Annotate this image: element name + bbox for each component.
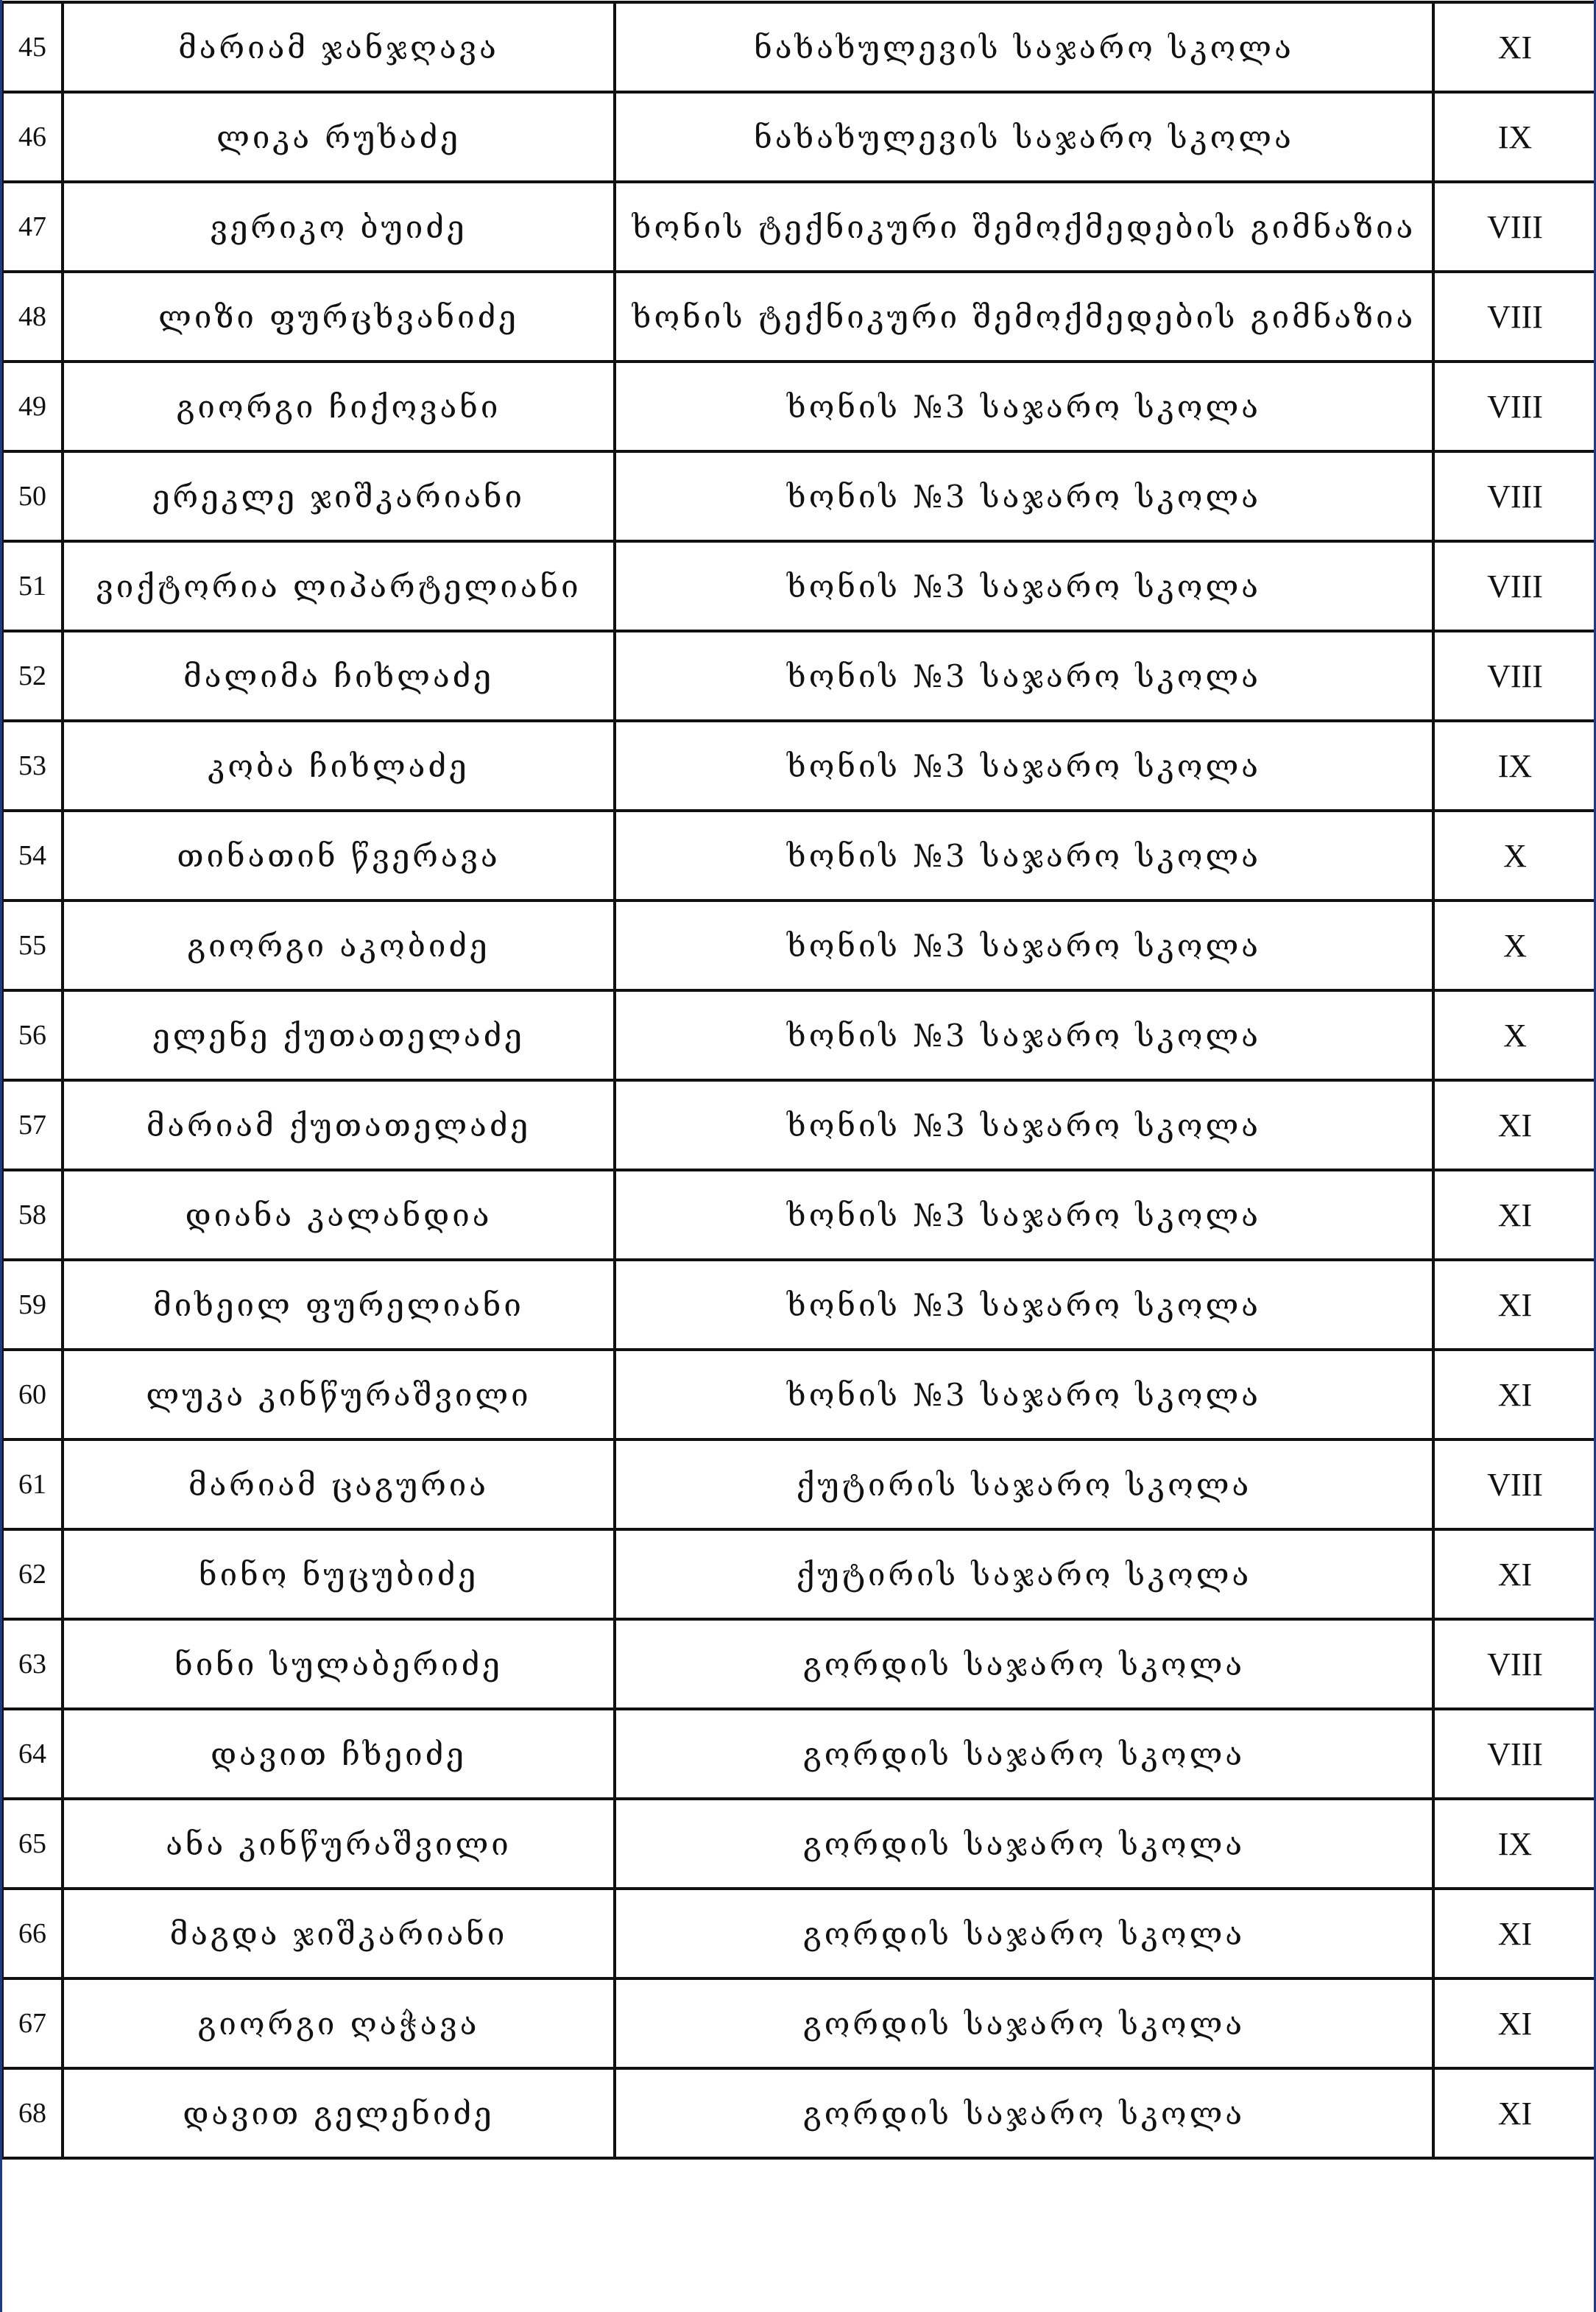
grade-cell: IX	[1433, 721, 1596, 811]
school-name-cell: ნახახულევის საჯარო სკოლა	[615, 92, 1433, 182]
student-name-cell: ლუკა კინწურაშვილი	[63, 1350, 615, 1439]
table-row	[2, 1529, 1596, 1619]
table-row	[2, 92, 1596, 182]
student-name-cell: ვიქტორია ლიპარტელიანი	[63, 541, 615, 631]
school-name-cell: ხონის №3 საჯარო სკოლა	[615, 1260, 1433, 1350]
row-number-cell: 59	[2, 1260, 63, 1350]
row-number-cell: 48	[2, 272, 63, 362]
row-number-cell: 51	[2, 541, 63, 631]
row-number-cell: 55	[2, 901, 63, 990]
table-row	[2, 1439, 1596, 1529]
grade-cell: XI	[1433, 2, 1596, 92]
table-row	[2, 362, 1596, 451]
row-number-cell: 66	[2, 1889, 63, 1978]
row-number-cell: 47	[2, 182, 63, 272]
row-number-cell: 62	[2, 1529, 63, 1619]
row-number-cell: 60	[2, 1350, 63, 1439]
school-name-cell: ხონის ტექნიკური შემოქმედების გიმნაზია	[615, 272, 1433, 362]
table-row	[2, 1260, 1596, 1350]
table-row	[2, 541, 1596, 631]
grade-cell: XI	[1433, 2068, 1596, 2158]
row-number-cell: 54	[2, 811, 63, 901]
school-name-cell: გორდის საჯარო სკოლა	[615, 1799, 1433, 1889]
student-name-cell: დავით გელენიძე	[63, 2068, 615, 2158]
school-name-cell: ხონის №3 საჯარო სკოლა	[615, 451, 1433, 541]
grade-cell: VIII	[1433, 182, 1596, 272]
school-name-cell: ხონის №3 საჯარო სკოლა	[615, 362, 1433, 451]
grade-cell: IX	[1433, 92, 1596, 182]
school-name-cell: გორდის საჯარო სკოლა	[615, 1889, 1433, 1978]
school-name-cell: გორდის საჯარო სკოლა	[615, 2068, 1433, 2158]
row-number-cell: 57	[2, 1080, 63, 1170]
table-row	[2, 1799, 1596, 1889]
grade-cell: VIII	[1433, 362, 1596, 451]
school-name-cell: გორდის საჯარო სკოლა	[615, 1978, 1433, 2068]
row-number-cell: 61	[2, 1439, 63, 1529]
student-name-cell: ვერიკო ბუიძე	[63, 182, 615, 272]
page-edge-left	[0, 0, 2, 2312]
grade-cell: X	[1433, 811, 1596, 901]
row-number-cell: 50	[2, 451, 63, 541]
school-name-cell: ხონის №3 საჯარო სკოლა	[615, 901, 1433, 990]
school-name-cell: ხონის №3 საჯარო სკოლა	[615, 1350, 1433, 1439]
table-row	[2, 721, 1596, 811]
student-name-cell: ელენე ქუთათელაძე	[63, 990, 615, 1080]
row-number-cell: 68	[2, 2068, 63, 2158]
student-name-cell: ლიზი ფურცხვანიძე	[63, 272, 615, 362]
row-number-cell: 65	[2, 1799, 63, 1889]
student-name-cell: ნინი სულაბერიძე	[63, 1619, 615, 1709]
student-name-cell: მარიამ ქუთათელაძე	[63, 1080, 615, 1170]
student-name-cell: გიორგი აკობიძე	[63, 901, 615, 990]
student-name-cell: ერეკლე ჯიშკარიანი	[63, 451, 615, 541]
student-name-cell: ნინო ნუცუბიძე	[63, 1529, 615, 1619]
table-row	[2, 451, 1596, 541]
row-number-cell: 67	[2, 1978, 63, 2068]
table-row	[2, 1889, 1596, 1978]
grade-cell: XI	[1433, 1260, 1596, 1350]
row-number-cell: 46	[2, 92, 63, 182]
student-name-cell: გიორგი ჩიქოვანი	[63, 362, 615, 451]
row-number-cell: 53	[2, 721, 63, 811]
school-name-cell: ხონის №3 საჯარო სკოლა	[615, 721, 1433, 811]
table-row	[2, 1350, 1596, 1439]
table-row	[2, 1619, 1596, 1709]
student-name-cell: დიანა კალანდია	[63, 1170, 615, 1260]
row-number-cell: 64	[2, 1709, 63, 1799]
student-name-cell: ანა კინწურაშვილი	[63, 1799, 615, 1889]
row-number-cell: 58	[2, 1170, 63, 1260]
student-name-cell: ლიკა რუხაძე	[63, 92, 615, 182]
grade-cell: X	[1433, 901, 1596, 990]
student-name-cell: მარიამ ჯანჯღავა	[63, 2, 615, 92]
table-row	[2, 1978, 1596, 2068]
student-name-cell: კობა ჩიხლაძე	[63, 721, 615, 811]
school-name-cell: ხონის ტექნიკური შემოქმედების გიმნაზია	[615, 182, 1433, 272]
table-row	[2, 631, 1596, 721]
table-row	[2, 811, 1596, 901]
table-row	[2, 990, 1596, 1080]
student-name-cell: მაგდა ჯიშკარიანი	[63, 1889, 615, 1978]
grade-cell: XI	[1433, 1080, 1596, 1170]
grade-cell: XI	[1433, 1170, 1596, 1260]
row-number-cell: 56	[2, 990, 63, 1080]
grade-cell: VIII	[1433, 1619, 1596, 1709]
school-name-cell: გორდის საჯარო სკოლა	[615, 1619, 1433, 1709]
table-row	[2, 2, 1596, 92]
row-number-cell: 52	[2, 631, 63, 721]
table-row	[2, 1709, 1596, 1799]
school-name-cell: ხონის №3 საჯარო სკოლა	[615, 541, 1433, 631]
grade-cell: XI	[1433, 1350, 1596, 1439]
row-number-cell: 45	[2, 2, 63, 92]
grade-cell: XI	[1433, 1889, 1596, 1978]
student-name-cell: მარიამ ცაგურია	[63, 1439, 615, 1529]
student-name-cell: მიხეილ ფურელიანი	[63, 1260, 615, 1350]
student-name-cell: გიორგი ღაჭავა	[63, 1978, 615, 2068]
student-name-cell: დავით ჩხეიძე	[63, 1709, 615, 1799]
school-name-cell: ნახახულევის საჯარო სკოლა	[615, 2, 1433, 92]
table-row	[2, 272, 1596, 362]
grade-cell: VIII	[1433, 272, 1596, 362]
school-name-cell: ხონის №3 საჯარო სკოლა	[615, 1080, 1433, 1170]
school-name-cell: ქუტირის საჯარო სკოლა	[615, 1439, 1433, 1529]
school-name-cell: გორდის საჯარო სკოლა	[615, 1709, 1433, 1799]
participants-table	[1, 1, 1596, 2160]
student-name-cell: თინათინ წვერავა	[63, 811, 615, 901]
school-name-cell: ხონის №3 საჯარო სკოლა	[615, 811, 1433, 901]
table-row	[2, 1170, 1596, 1260]
grade-cell: VIII	[1433, 631, 1596, 721]
grade-cell: XI	[1433, 1978, 1596, 2068]
table-row	[2, 901, 1596, 990]
grade-cell: IX	[1433, 1799, 1596, 1889]
student-name-cell: მალიმა ჩიხლაძე	[63, 631, 615, 721]
school-name-cell: ქუტირის საჯარო სკოლა	[615, 1529, 1433, 1619]
grade-cell: VIII	[1433, 1709, 1596, 1799]
school-name-cell: ხონის №3 საჯარო სკოლა	[615, 1170, 1433, 1260]
grade-cell: VIII	[1433, 541, 1596, 631]
grade-cell: VIII	[1433, 1439, 1596, 1529]
table-row	[2, 182, 1596, 272]
row-number-cell: 49	[2, 362, 63, 451]
grade-cell: XI	[1433, 1529, 1596, 1619]
school-name-cell: ხონის №3 საჯარო სკოლა	[615, 990, 1433, 1080]
grade-cell: X	[1433, 990, 1596, 1080]
school-name-cell: ხონის №3 საჯარო სკოლა	[615, 631, 1433, 721]
table-row	[2, 1080, 1596, 1170]
row-number-cell: 63	[2, 1619, 63, 1709]
grade-cell: VIII	[1433, 451, 1596, 541]
participants-table-body	[2, 2, 1596, 2158]
table-row	[2, 2068, 1596, 2158]
